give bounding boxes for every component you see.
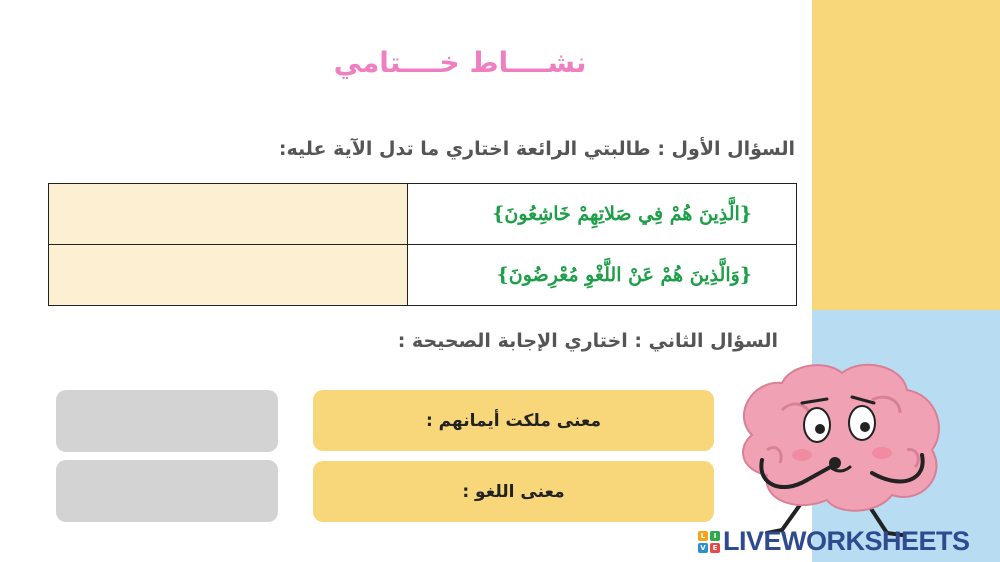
ayah-table (48, 183, 797, 306)
logo-block-l: L (698, 531, 708, 541)
table-row (49, 184, 797, 245)
decorative-yellow-panel (812, 0, 1000, 310)
ayah-text-2: {وَالَّذِينَ هُمْ عَنْ اللَّغْوِ مُعْرِضُونَ} (408, 245, 797, 306)
logo-block-e: E (710, 543, 720, 553)
ayah-text-1: {الَّذِينَ هُمْ فِي صَلاتِهِمْ خَاشِعُونَ} (408, 184, 797, 245)
page-title: نشــــاط خــــتامي (333, 46, 587, 79)
answer-drop-cell-1[interactable] (49, 184, 408, 245)
logo-block-v: V (698, 543, 708, 553)
logo-blocks (698, 531, 720, 553)
answer-drop-box-2[interactable] (56, 460, 278, 522)
logo-text: LIVEWORKSHEETS (723, 526, 970, 556)
answer-drop-box-1[interactable] (56, 390, 278, 452)
answer-drop-cell-2[interactable] (49, 245, 408, 306)
meaning-label-2: معنى اللغو : (462, 481, 565, 502)
table-row (49, 245, 797, 306)
meaning-label-box-1 (313, 390, 714, 451)
thinking-brain-icon (722, 355, 962, 540)
meaning-label-1: معنى ملكت أيمانهم : (425, 410, 602, 431)
liveworksheets-logo (698, 526, 970, 557)
question-2-text: السؤال الثاني : اختاري الإجابة الصحيحة : (397, 330, 778, 352)
logo-block-i: I (710, 531, 720, 541)
meaning-label-box-2 (313, 461, 714, 522)
question-1-text: السؤال الأول : طالبتي الرائعة اختاري ما تدل الآية عليه: (278, 138, 795, 160)
